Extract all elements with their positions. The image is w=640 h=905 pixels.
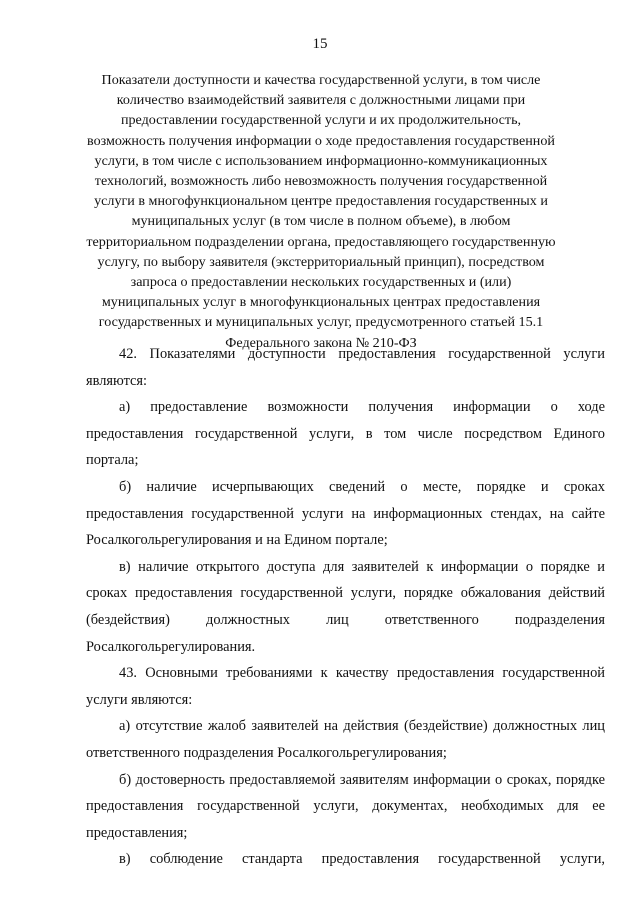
paragraph-43a: а) отсутствие жалоб заявителей на действия (бездействие) должностных лиц ответственного подразделения Росалкогольрегулирования; [86,718,605,761]
paragraph-43: 43. Основными требованиями к качеству предоставления государственной услуги являются: [86,665,605,708]
paragraph-42a: а) предоставление возможности получения информации о ходе предоставления государственной услуги, в том числе посредством Единого портала; [86,399,605,469]
paragraph-42b: б) наличие исчерпывающих сведений о месте, порядке и сроках предоставления государственной услуги на информационных стендах, на сайте Росалкогольрегулирования и на Едином портале; [86,478,605,549]
page-number: 15 [312,36,328,52]
paragraph-42: 42. Показателями доступности предоставления государственной услуги являются: [86,346,605,389]
paragraph-43b: б) достоверность предоставляемой заявителям информации о сроках, порядке предоставления государственной услуги, документах, необходимых для ее предоставления; [86,771,605,841]
body-text [86,341,605,873]
paragraph-43v: в) соблюдение стандарта предоставления государственной услуги, [119,851,605,868]
section-heading: Показатели доступности и качества государственной услуги, в том числе количество взаимодействий заявителя с должностными лицами при предоставлении государственной услуги и их продолжительность, возможность получения информации о ходе предоставления государственной услуги, в том числе с использованием информационно-коммуникационных технологий, возможность либо невозможность получения государственной услуги в многофункциональном центре предоставления государственных и муниципальных услуг (в том числе в полном объеме), в любом территориальном подразделении органа, предоставляющего государственную услугу, по выбору заявителя (экстерриториальный принцип), посредством запроса о предоставлении нескольких государственных и (или) муниципальных услуг в многофункциональных центрах предоставления государственных и муниципальных услуг, предусмотренного статьей 15.1 Федерального закона № 210-ФЗ [86,72,556,351]
paragraph-42v: в) наличие открытого доступа для заявителей к информации о порядке и сроках предоставления государственной услуги, порядке обжалования действий (бездействия) должностных лиц ответственного подразделения Росалкогольрегулирования. [86,558,605,655]
